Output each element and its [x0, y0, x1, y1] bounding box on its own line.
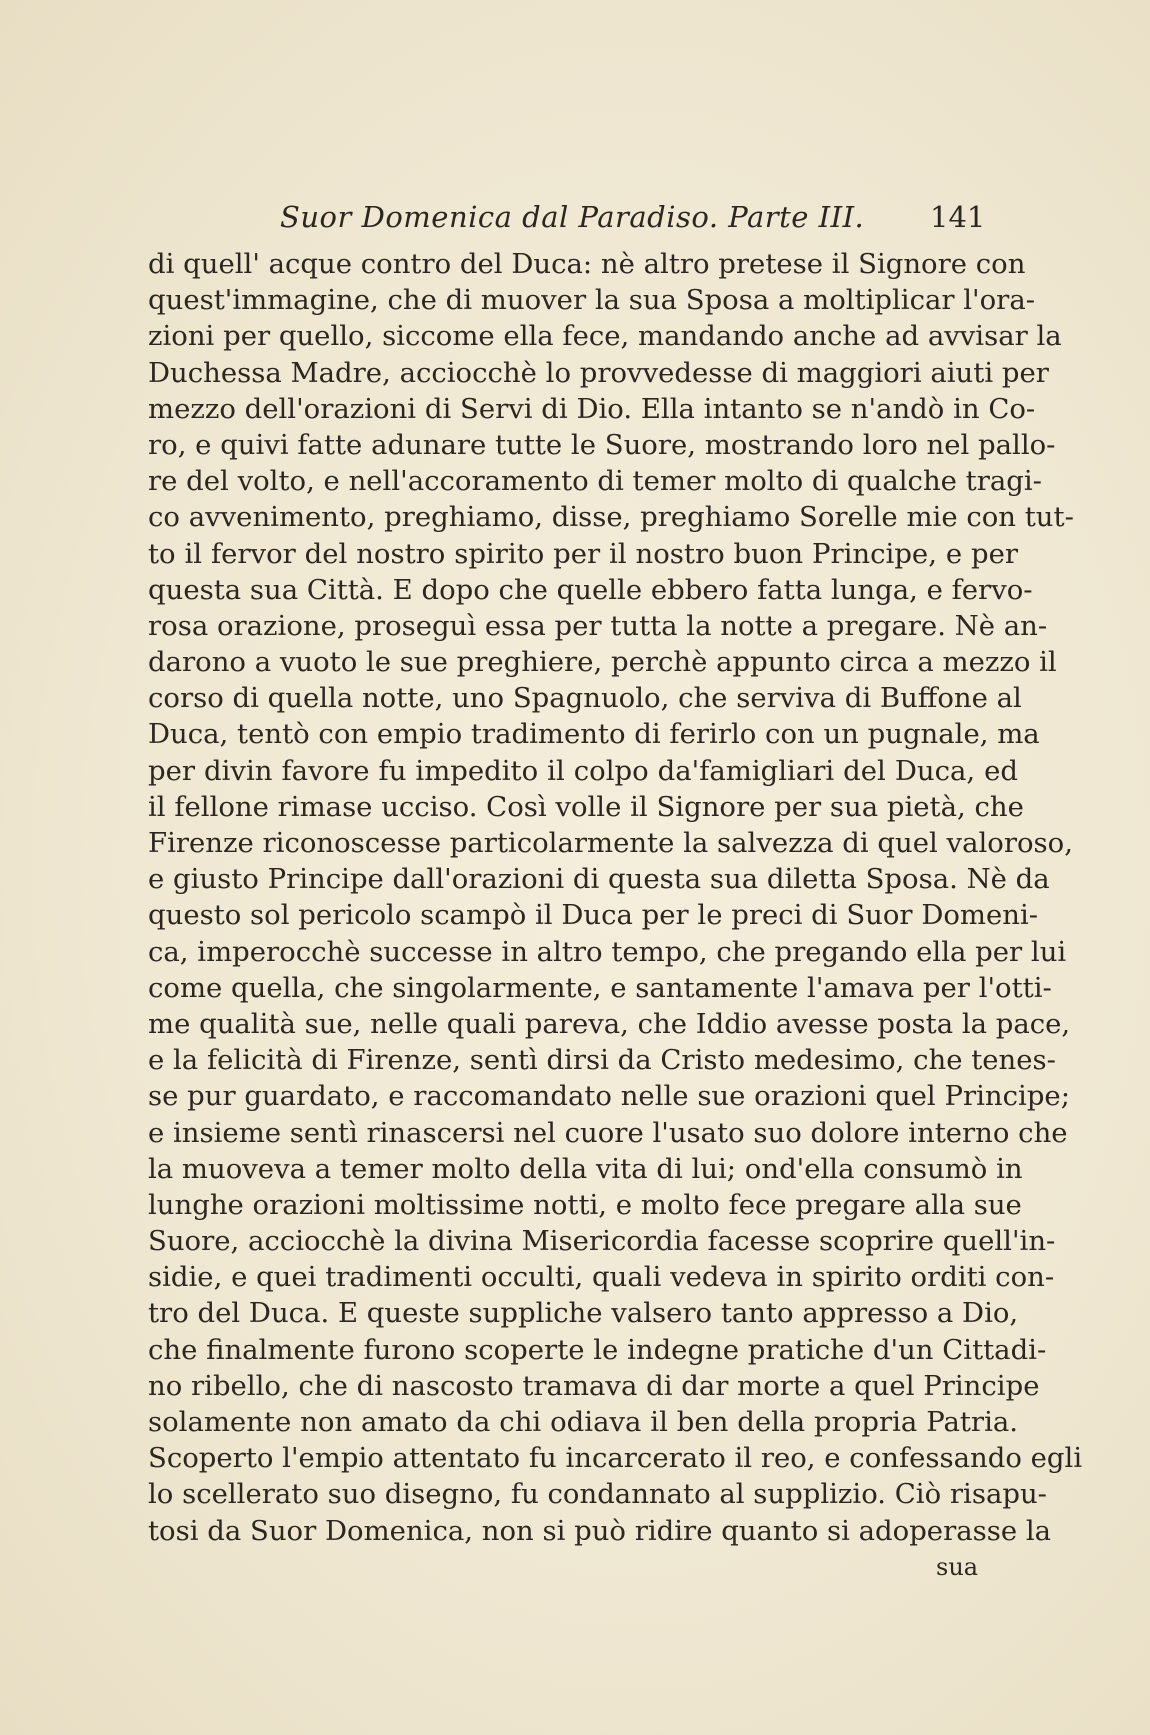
body-text — [148, 246, 1083, 1549]
text-line: solamente non amato da chi odiava il ben della propria Patria. — [148, 1406, 1018, 1438]
running-head: Suor Domenica dal Paradiso. Parte III. — [280, 200, 865, 234]
text-line: ca, imperocchè successe in altro tempo, che pregando ella per lui — [148, 935, 1067, 968]
page-number: 141 — [930, 200, 986, 234]
text-line: co avvenimento, preghiamo, disse, preghiamo Sorelle mie con tut- — [148, 501, 1074, 534]
text-line: questa sua Città. E dopo che quelle ebbero fatta lunga, e fervo- — [148, 573, 1033, 606]
text-line: di quell' acque contro del Duca: nè altro pretese il Signore con — [148, 248, 1026, 280]
text-line: sidie, e quei tradimenti occulti, quali vedeva in spirito orditi con- — [148, 1261, 1055, 1294]
text-line: se pur guardato, e raccomandato nelle sue orazioni quel Principe; — [148, 1080, 1070, 1113]
text-line: zioni per quello, siccome ella fece, mandando anche ad avvisar la — [148, 320, 1062, 353]
text-line: re del volto, e nell'accoramento di temer molto di qualche tragi- — [148, 465, 1042, 498]
text-line: quest'immagine, che di muover la sua Sposa a moltiplicar l'ora- — [148, 284, 1036, 317]
text-line: Scoperto l'empio attentato fu incarcerato il reo, e confessando egli — [148, 1442, 1083, 1475]
text-line: Duca, tentò con empio tradimento di ferirlo con un pugnale, ma — [148, 718, 1040, 751]
text-line: Duchessa Madre, acciocchè lo provvedesse di maggiori aiuti per — [148, 356, 1049, 389]
text-line: me qualità sue, nelle quali pareva, che Iddio avesse posta la pace, — [148, 1007, 1071, 1040]
text-line: Firenze riconoscesse particolarmente la salvezza di quel valoroso, — [148, 827, 1073, 859]
text-line: to il fervor del nostro spirito per il nostro buon Principe, e per — [148, 537, 1018, 570]
text-line: questo sol pericolo scampò il Duca per le preci di Suor Domeni- — [148, 899, 1039, 932]
text-line: che finalmente furono scoperte le indegne pratiche d'un Cittadi- — [148, 1333, 1047, 1366]
catchword: sua — [936, 1553, 979, 1581]
text-line: ro, e quivi fatte adunare tutte le Suore, mostrando loro nel pallo- — [148, 428, 1056, 461]
text-line: la muoveva a temer molto della vita di lui; ond'ella consumò in — [148, 1152, 1023, 1185]
text-line: lo scellerato suo disegno, fu condannato al supplizio. Ciò risapu- — [148, 1478, 1047, 1511]
text-line: Suore, acciocchè la divina Misericordia facesse scoprire quell'in- — [148, 1225, 1056, 1258]
text-line: mezzo dell'orazioni di Servi di Dio. Ella intanto se n'andò in Co- — [148, 392, 1036, 425]
text-line: e insieme sentì rinascersi nel cuore l'usato suo dolore interno che — [148, 1116, 1068, 1149]
text-line: darono a vuoto le sue preghiere, perchè appunto circa a mezzo il — [148, 646, 1057, 679]
text-line: e la felicità di Firenze, sentì dirsi da Cristo medesimo, che tenes- — [148, 1044, 1056, 1077]
text-line: lunghe orazioni moltissime notti, e molto fece pregare alla sue — [148, 1188, 1022, 1221]
text-line: corso di quella notte, uno Spagnuolo, che serviva di Buffone al — [148, 682, 1022, 715]
text-line: per divin favore fu impedito il colpo da'famigliari del Duca, ed — [148, 754, 1018, 787]
text-line: tro del Duca. E queste suppliche valsero tanto appresso a Dio, — [148, 1297, 1019, 1330]
text-line: no ribello, che di nascosto tramava di dar morte a quel Principe — [148, 1369, 1040, 1402]
text-line: come quella, che singolarmente, e santamente l'amava per l'otti- — [148, 971, 1052, 1004]
text-line: il fellone rimase ucciso. Così volle il Signore per sua pietà, che — [148, 790, 1024, 823]
text-line: rosa orazione, proseguì essa per tutta la notte a pregare. Nè an- — [148, 609, 1048, 642]
text-line: tosi da Suor Domenica, non si può ridire quanto si adoperasse la — [148, 1514, 1052, 1547]
text-line: e giusto Principe dall'orazioni di questa sua diletta Sposa. Nè da — [148, 863, 1050, 896]
